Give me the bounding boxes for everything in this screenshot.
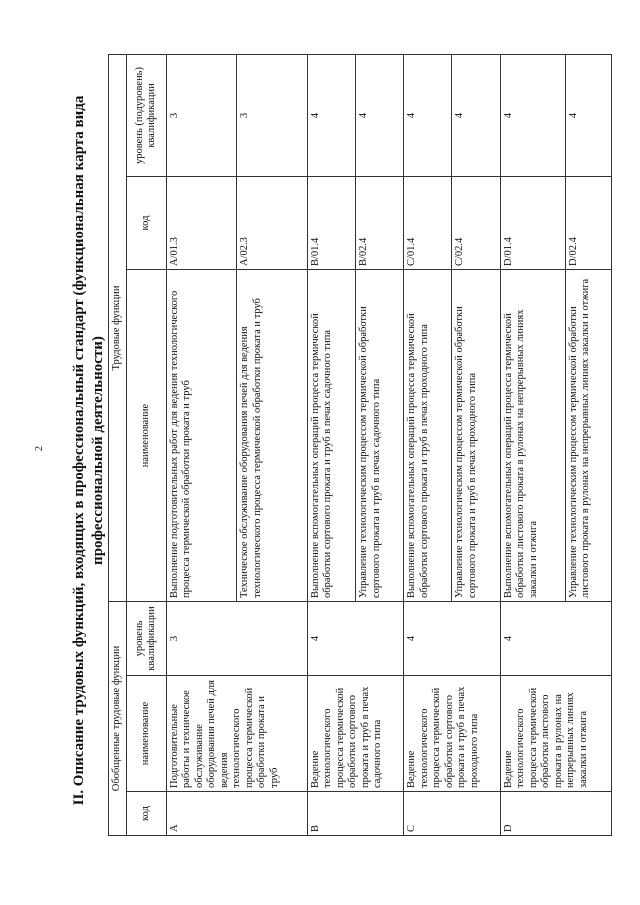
function-code: A/01.3: [166, 177, 237, 270]
rotated-page-content: [52, 53, 616, 848]
function-code: A/02.3: [237, 177, 308, 270]
function-level: 3: [166, 54, 237, 176]
function-code: D/01.4: [500, 177, 565, 270]
group-name: Ведение технологического процесса термической обработки сортового проката и труб в печах проходного типа: [404, 676, 500, 792]
header-code: код: [126, 792, 166, 836]
function-level: 4: [452, 54, 500, 176]
header-generalized: Обобщенные трудовые функции: [109, 602, 127, 836]
page-number: 2: [34, 446, 45, 451]
title-line-1: II. Описание трудовых функций, входящих в профессиональный стандарт (функциональная карта вида: [71, 95, 87, 806]
functional-map-table: [108, 54, 612, 836]
header-labor: Трудовые функции: [109, 54, 127, 601]
function-name: Управление технологическим процессом термической обработки сортового проката и труб в печах садочного типа: [356, 270, 404, 602]
function-code: B/01.4: [307, 177, 355, 270]
function-code: D/02.4: [565, 177, 611, 270]
group-level: 4: [404, 602, 500, 676]
header-labor-level: уровень (подуровень) квалификации: [126, 54, 166, 176]
table-body: [166, 54, 612, 835]
function-level: 4: [500, 54, 565, 176]
table-row: [500, 54, 565, 835]
function-level: 4: [565, 54, 611, 176]
table-row: [307, 54, 355, 835]
header-level: уровень квалификации: [126, 602, 166, 676]
function-name: Выполнение вспомогательных операций процесса термической обработки сортового проката и труб в печах садочного типа: [307, 270, 355, 602]
group-level: 4: [500, 602, 611, 676]
group-code: A: [166, 792, 307, 836]
function-name: Выполнение вспомогательных операций процесса термической обработки сортового проката и труб в печах проходного типа: [404, 270, 452, 602]
function-code: C/02.4: [452, 177, 500, 270]
function-name: Управление технологическим процессом термической обработки сортового проката и труб в печах проходного типа: [452, 270, 500, 602]
function-name: Выполнение вспомогательных операций процесса термической обработки листового проката в рулонах на непрерывных линиях закалки и отжига: [500, 270, 565, 602]
function-level: 3: [237, 54, 308, 176]
document-title: [70, 53, 108, 848]
title-line-2: профессиональной деятельности): [90, 336, 106, 565]
function-code: C/01.4: [404, 177, 452, 270]
function-name: Техническое обслуживание оборудования печей для ведения технологического процесса термической обработки проката и труб: [237, 270, 308, 602]
function-level: 4: [307, 54, 355, 176]
function-name: Выполнение подготовительных работ для ведения технологического процесса термической обработки проката и труб: [166, 270, 237, 602]
group-code: B: [307, 792, 403, 836]
group-name: Ведение технологического процесса термической обработки сортового проката и труб в печах садочного типа: [307, 676, 403, 792]
group-name: Ведение технологического процесса термической обработки листового проката в рулонах на непрерывных линиях закалки и отжига: [500, 676, 611, 792]
function-level: 4: [356, 54, 404, 176]
header-labor-name: наименование: [126, 270, 166, 602]
group-code: D: [500, 792, 611, 836]
table-row: [404, 54, 452, 835]
group-level: 3: [166, 602, 307, 676]
header-labor-code: код: [126, 177, 166, 270]
table-row: [166, 54, 237, 835]
group-level: 4: [307, 602, 403, 676]
function-code: B/02.4: [356, 177, 404, 270]
function-level: 4: [404, 54, 452, 176]
group-name: Подготовительные работы и техническое обслуживание оборудования печей для ведения технологического процесса термической обработки проката и труб: [166, 676, 307, 792]
function-name: Управление технологическим процессом термической обработки листового проката в рулонах на непрерывных линиях закалки и отжига: [565, 270, 611, 602]
header-name: наименование: [126, 676, 166, 792]
group-code: C: [404, 792, 500, 836]
